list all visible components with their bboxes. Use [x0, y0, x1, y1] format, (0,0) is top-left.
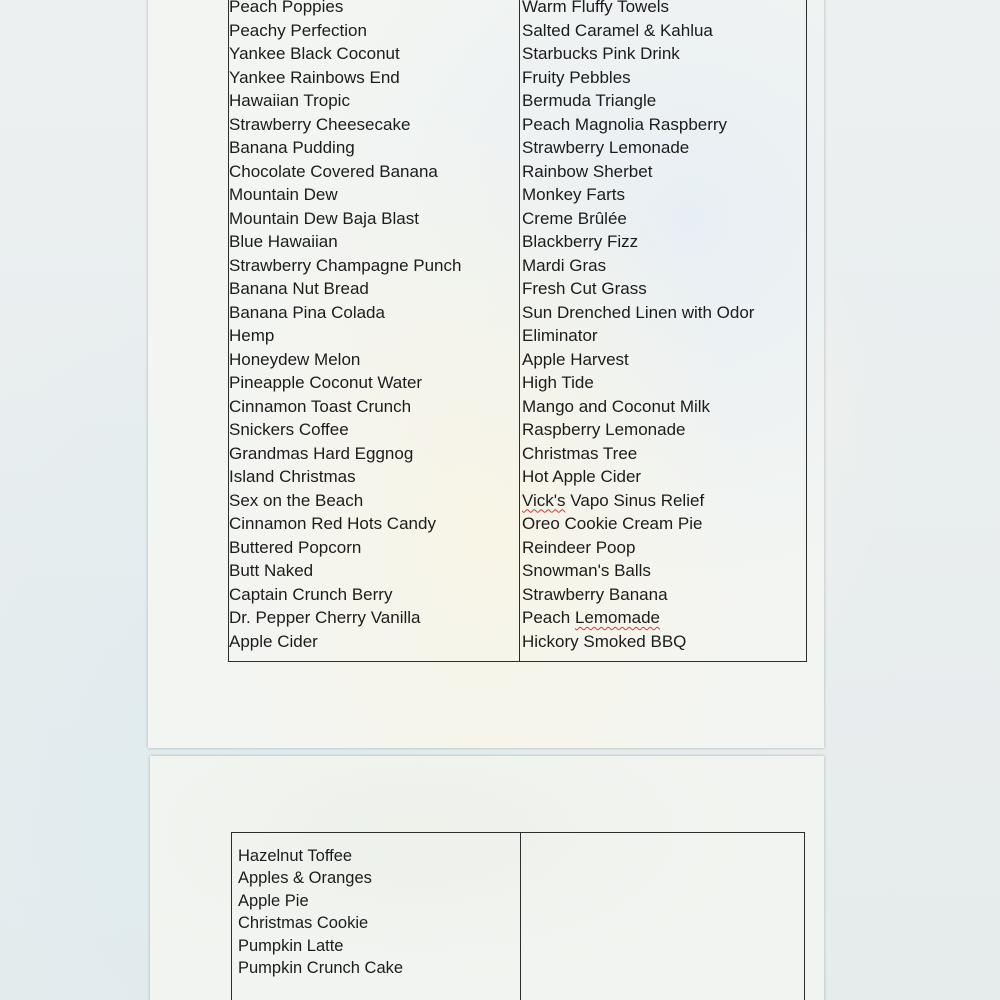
list-item: Rainbow Sherbet [522, 161, 653, 181]
list-item: Cinnamon Toast Crunch [229, 396, 412, 416]
list-item: Dr. Pepper Cherry Vanilla [229, 608, 421, 627]
list-item: Apple Cider [229, 631, 318, 651]
list-item: Blue Hawaiian [229, 232, 338, 251]
list-item: Butt Naked [229, 561, 314, 580]
list-item: Peach Lemomade [522, 608, 660, 627]
list-item: Captain Crunch Berry [229, 584, 393, 604]
list-item: Yankee Rainbows End [229, 67, 400, 87]
list-item: Cinnamon Red Hots Candy [229, 514, 436, 533]
list-item: Snowman's Balls [522, 561, 651, 580]
list-item: Salted Caramel & Kahlua [522, 20, 713, 40]
list-item: Apples & Oranges [238, 869, 372, 888]
list-item: Apple Pie [238, 891, 309, 910]
table-2-right-column [521, 833, 804, 1000]
list-item: Sex on the Beach [229, 490, 364, 510]
list-item: Oreo Cookie Cream Pie [522, 514, 703, 533]
list-item: Strawberry Champagne Punch [229, 255, 462, 275]
list-item: Reindeer Poop [522, 537, 636, 557]
list-item: Christmas Cookie [238, 914, 369, 933]
table-1-left-column [229, 0, 520, 661]
list-item: Christmas Tree [522, 443, 638, 463]
list-item: Honeydew Melon [229, 349, 361, 369]
list-item: Hemp [229, 326, 275, 345]
list-item: Mardi Gras [522, 255, 607, 275]
table-1-left-list [229, 0, 519, 653]
list-item: Peachy Perfection [229, 20, 367, 40]
list-item: Strawberry Lemonade [522, 138, 690, 157]
list-item: Banana Pina Colada [229, 302, 385, 322]
list-item: Apple Harvest [522, 349, 629, 369]
scent-table-2 [231, 832, 805, 1000]
list-item: Fresh Cut Grass [522, 279, 647, 298]
list-item: Mountain Dew [229, 185, 338, 204]
list-item: Vick's Vapo Sinus Relief [522, 490, 705, 510]
list-item: Sun Drenched Linen with Odor [522, 302, 755, 322]
list-item: Fruity Pebbles [522, 67, 631, 87]
list-item: Hot Apple Cider [522, 467, 642, 486]
list-item: Raspberry Lemonade [522, 420, 686, 439]
table-1-right-column [520, 0, 806, 661]
list-item: Strawberry Cheesecake [229, 114, 411, 134]
list-item: Pumpkin Crunch Cake [238, 959, 404, 978]
list-item: Blackberry Fizz [522, 232, 639, 251]
list-item: Hawaiian Tropic [229, 91, 350, 110]
list-item: Creme Brûlée [522, 208, 627, 228]
list-item: Chocolate Covered Banana [229, 161, 438, 181]
list-item: Buttered Popcorn [229, 537, 362, 557]
spellcheck-word: Lemomade [574, 608, 660, 627]
list-item: Yankee Black Coconut [229, 44, 400, 63]
list-item: Hazelnut Toffee [238, 847, 353, 865]
list-item: Warm Fluffy Towels [522, 0, 670, 16]
list-item: Bermuda Triangle [522, 91, 657, 110]
list-item: Mango and Coconut Milk [522, 396, 711, 416]
list-item: Snickers Coffee [229, 420, 349, 439]
list-item: Mountain Dew Baja Blast [229, 208, 419, 228]
list-item: Peach Magnolia Raspberry [522, 114, 728, 134]
list-item: Island Christmas [229, 467, 356, 486]
table-2-left-list [232, 833, 520, 979]
table-2-left-column [232, 833, 521, 1000]
list-item: Monkey Farts [522, 185, 625, 204]
list-item: Peach Poppies [229, 0, 344, 16]
list-item: Banana Pudding [229, 138, 355, 157]
list-item: Starbucks Pink Drink [522, 44, 680, 63]
list-item: High Tide [522, 373, 594, 392]
table-1-right-list [520, 0, 806, 653]
scent-table-1 [228, 0, 807, 662]
list-item: Pineapple Coconut Water [229, 373, 423, 392]
list-item: Strawberry Banana [522, 584, 668, 604]
list-item: Grandmas Hard Eggnog [229, 443, 414, 463]
spellcheck-word: Vick's [522, 490, 566, 510]
list-item: Banana Nut Bread [229, 279, 369, 298]
list-item: Pumpkin Latte [238, 936, 344, 955]
list-item: Eliminator [522, 326, 598, 345]
list-item: Hickory Smoked BBQ [522, 631, 687, 651]
